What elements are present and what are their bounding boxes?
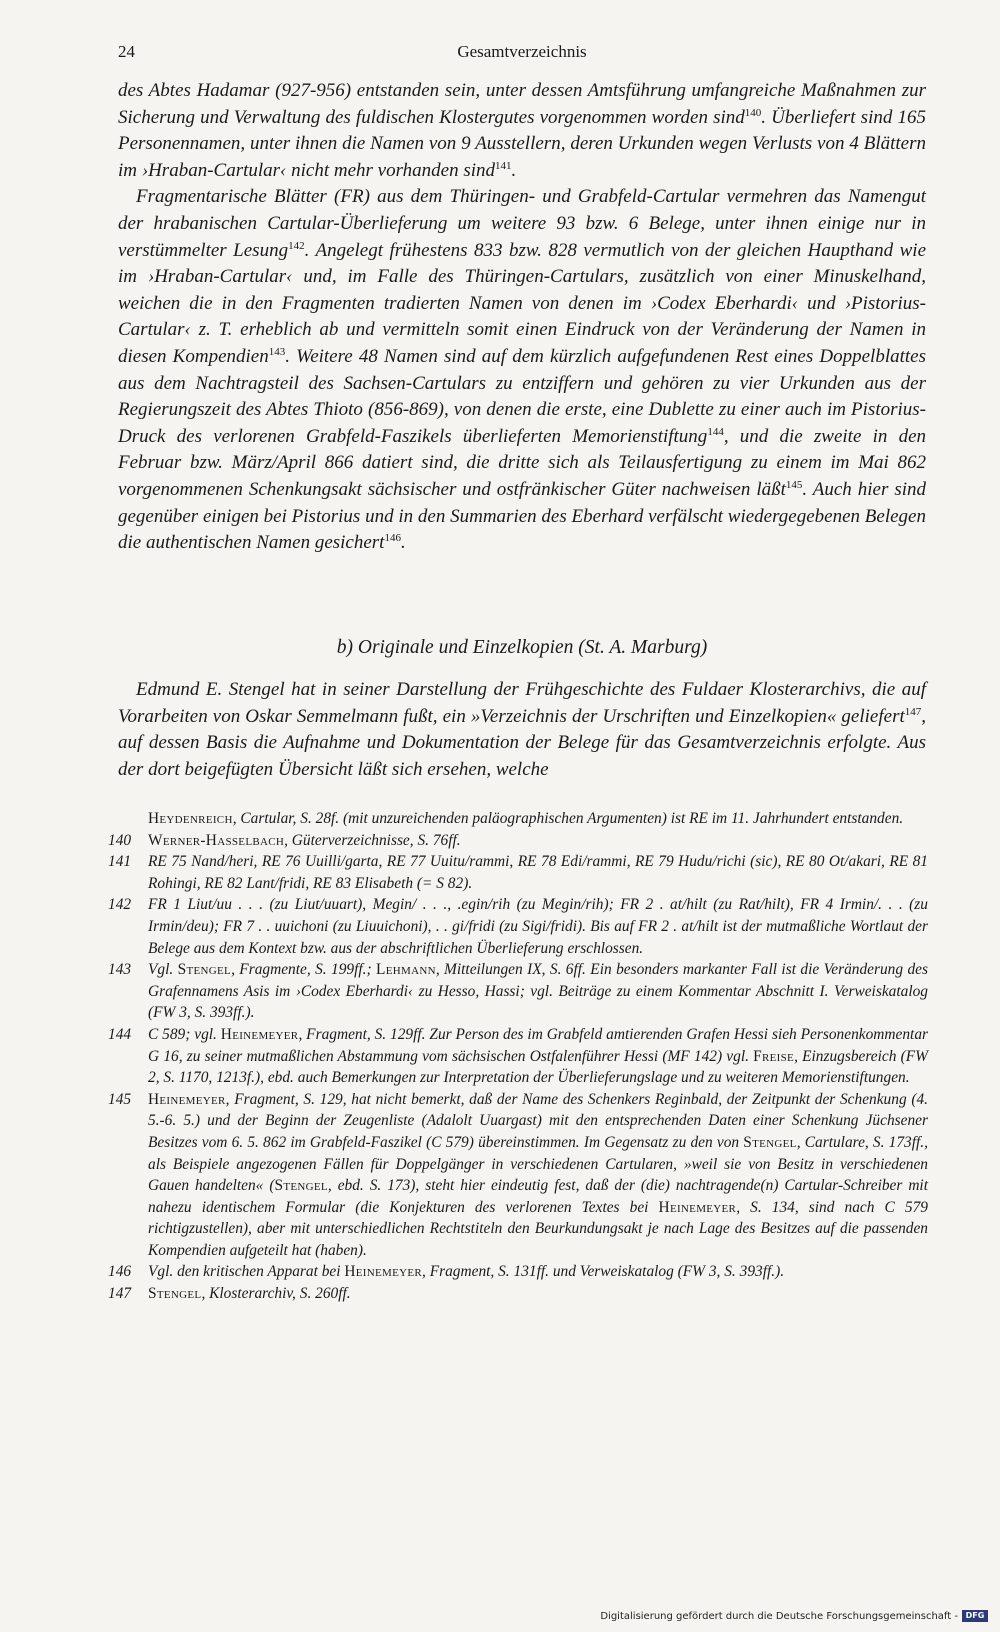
footnote-ref: 142: [288, 239, 305, 252]
running-head: Gesamtverzeichnis: [457, 42, 587, 61]
page-header: [118, 42, 926, 66]
footnote-text: , Cartular, S. 28f. (mit unzureichenden paläographischen Argumenten) ist RE im 11. Jahrhundert entstanden.: [232, 810, 904, 827]
footnotes: [108, 808, 928, 1305]
page-number: 24: [118, 42, 135, 61]
main-text: [118, 78, 926, 557]
paragraph-3: [118, 677, 926, 783]
footnote-ref: 145: [785, 478, 803, 491]
author-name: Heinemeyer: [148, 1090, 226, 1108]
paragraph-text: . Überliefert sind 165 Personennamen, unter ihnen die Namen von 9 Ausstellern, deren Urkunden wegen Verlusts von 4 Blättern im ›Hraban-Cartular‹ nicht mehr vorhanden sind: [118, 106, 926, 181]
footnote-146: [108, 1261, 928, 1283]
footnote-number: 142: [108, 896, 132, 914]
footnote-text: Vgl.: [148, 961, 178, 979]
paragraph-text: Fragmentarische Blätter (FR) aus dem Thüringen- und Grabfeld-Cartular vermehren das Namengut der hrabanischen Cartular-Überlieferung um weitere 93 bzw. 6 Belege, unter ihnen einige nur in verstümmelter Lesung: [118, 186, 926, 261]
footnote-ref: 141: [495, 159, 512, 172]
footnote-text: Vgl. den kritischen Apparat bei: [148, 1263, 345, 1281]
author-name: Lehmann: [376, 961, 436, 979]
footnote-ref: 144: [707, 425, 724, 438]
author-name: Heydenreich: [148, 810, 233, 827]
footnote-text: , Fragment, S. 129ff. Zur Person des im Grabfeld amtierenden Grafen Hessi sieh Personenkommentar G 16, zu seiner mutmaßlichen Abstammung vom sächsischen Ostfalenführer Hessi (MF 142) vgl.: [148, 1025, 929, 1065]
paragraph-2: [118, 184, 926, 556]
footnote-143: [108, 959, 928, 1024]
author-name: Freise: [753, 1047, 795, 1065]
footnote-text: RE 75 Nand/heri, RE 76 Uuilli/garta, RE 77 Uuitu/rammi, RE 78 Edi/rammi, RE 79 Hudu/richi (sic), RE 80 Ot/akari, RE 81 Rohingi, RE 82 Lant/fridi, RE 83 Elisabeth (= S 82).: [148, 853, 928, 892]
footnote-number: 143: [108, 961, 132, 979]
footnote-141: [108, 851, 928, 894]
footnote-text: C 589; vgl.: [148, 1025, 221, 1043]
footnote-text: , Cartulare, S. 173ff., als Beispiele angezogenen Fällen für Doppelgänger in verschiedenen Cartularen, »weil sie von Besitz in verschiedenen Gauen handelten« (: [148, 1133, 928, 1195]
paragraph-text: .: [511, 159, 517, 181]
footnote-text: , Fragment, S. 129, hat nicht bemerkt, daß der Name des Schenkers Reginbald, der Zeitpunkt der Schenkung (4. 5.-6. 5.) und der Beginn der Zeugenliste (Adalolt Uuargast) mit den entsprechenden Daten einer Schenkung Jüchsener Besitzes vom 6. 5. 862 im Grabfeld-Faszikel (C 579) übereinstimmen. Im Gegensatz zu den von: [148, 1090, 928, 1151]
footnote-continuation: [108, 808, 928, 830]
footnote-text: , Güterverzeichnisse, S. 76ff.: [284, 831, 461, 849]
footnote-text: , S. 134, sind nach C 579 richtigzustellen), aber mit unterschiedlichen Rechtstiteln den Beurkundungsakt je nach Lage des Besitzes auf die passenden Kompendien aufgeteilt hat (haben).: [148, 1198, 928, 1259]
footnote-number: 145: [108, 1090, 132, 1108]
author-name: Stengel: [743, 1133, 797, 1151]
footnote-number: 144: [108, 1025, 132, 1043]
footnote-number: 147: [108, 1285, 132, 1303]
paragraph-text: Edmund E. Stengel hat in seiner Darstellung der Frühgeschichte des Fuldaer Klosterarchivs, die auf Vorarbeiten von Oskar Semmelmann fußt, ein »Verzeichnis der Urschriften und Einzelkopien« geliefert: [118, 679, 926, 727]
paragraph-text: . Angelegt frühestens 833 bzw. 828 vermutlich von der gleichen Haupthand wie im ›Hraban-Cartular‹ und, im Falle des Thüringen-Cartulars, zusätzlich von einer Minuskelhand, weichen die in den Fragmenten tradierten Namen von denen im ›Codex Eberhardi‹ und ›Pistorius-Cartular‹ z. T. erheblich ab und vermitteln somit einen Eindruck von der Veränderung der Namen in diesen Kompendien: [118, 239, 927, 367]
footnote-number: 146: [108, 1263, 132, 1281]
footnote-145: [108, 1089, 928, 1262]
paragraph-text: . Weitere 48 Namen sind auf dem kürzlich aufgefundenen Rest eines Doppelblattes aus dem Nachtragsteil des Sachsen-Cartulars zu entziffern und gehören zu vier Urkunden aus der Regierungszeit des Abtes Thioto (856-869), von denen die erste, eine Dublette zu einer auch im Pistorius-Druck des verlorenen Grabfeld-Faszikels überlieferten Memorienstiftung: [118, 345, 926, 447]
footnote-text: , Klosterarchiv, S. 260ff.: [201, 1285, 351, 1303]
paragraph-text: .: [400, 532, 406, 554]
author-name: Heinemeyer: [658, 1198, 737, 1216]
paragraph-text: , auf dessen Basis die Aufnahme und Dokumentation der Belege für das Gesamtverzeichnis erfolgte. Aus der dort beigefügten Übersicht läßt sich ersehen, welche: [118, 705, 926, 780]
footer-text: Digitalisierung gefördert durch die Deutsche Forschungsgemeinschaft -: [600, 1610, 958, 1622]
footnote-ref: 140: [744, 106, 762, 119]
paragraph-text: . Auch hier sind gegenüber einigen bei Pistorius und in den Summarien des Eberhard verfälscht wiedergegebenen Belegen die authentischen Namen gesichert: [118, 478, 926, 554]
author-name: Heinemeyer: [344, 1263, 423, 1281]
author-name: Heinemeyer: [220, 1025, 299, 1043]
paragraph-text: des Abtes Hadamar (927-956) entstanden sein, unter dessen Amtsführung umfangreiche Maßnahmen zur Sicherung und Verwaltung des fuldischen Klostergutes vorgenommen worden sind: [118, 80, 926, 128]
footnote-text: , Fragmente, S. 199ff.;: [231, 961, 377, 979]
section-heading: b) Originale und Einzelkopien (St. A. Marburg): [336, 637, 708, 658]
footnote-text: , Mitteilungen IX, S. 6ff. Ein besonders markanter Fall ist die Veränderung des Grafennamens Asis im ›Codex Eberhardi‹ zu Hesso, Hassi; vgl. Beiträge zu einem Kommentar Abschnitt I. Verweiskatalog (FW 3, S. 393ff.).: [148, 961, 928, 1022]
paragraph-3-text: [118, 677, 926, 783]
footnote-142: [108, 894, 928, 959]
footnote-147: [108, 1283, 928, 1305]
footnote-text: , ebd. S. 173), steht hier eindeutig fest, daß der (die) nachtragende(n) Cartular-Schreiber mit nahezu identischem Formular (die Konjekturen des verlorenen Textes bei: [148, 1177, 928, 1216]
footnote-144: [108, 1024, 928, 1089]
footnote-ref: 146: [384, 532, 401, 545]
author-name: Werner-Hasselbach: [148, 831, 285, 849]
footnote-ref: 147: [904, 705, 922, 718]
footnote-140: [108, 830, 928, 852]
footnote-number: 140: [108, 831, 132, 849]
dfg-logo: DFG: [962, 1610, 988, 1622]
footnote-ref: 143: [268, 345, 286, 358]
author-name: Stengel: [274, 1177, 328, 1195]
footnote-text: , Fragment, S. 131ff. und Verweiskatalog (FW 3, S. 393ff.).: [422, 1263, 785, 1281]
author-name: Stengel: [148, 1285, 202, 1303]
author-name: Stengel: [177, 961, 232, 979]
footnote-text: , Einzugsbereich (FW 2, S. 1170, 1213f.), ebd. auch Bemerkungen zur Interpretation der Überlieferungslage und zu weiteren Memorienstiftungen.: [148, 1047, 928, 1087]
digitization-footer: [600, 1610, 988, 1622]
paragraph-text: , und die zweite in den Februar bzw. März/April 866 datiert sind, die dritte sich als Teilausfertigung zu einem im Mai 862 vorgenommenen Schenkungsakt sächsischer und ostfränkischer Güter nachweisen läßt: [118, 425, 927, 500]
footnote-text: FR 1 Liut/uu . . . (zu Liut/uuart), Megin/ . . ., .egin/rih (zu Megin/rih); FR 2 . at/hilt (zu Rat/hilt), FR 4 Irmin/. . . (zu Irmin/deu); FR 7 . . uuichoni (zu Liuuichoni), . . gi/fridi (zu Sigi/fridi). Bis auf FR 2 . at/hilt ist der mutmaßliche Wortlaut der Belege aus dem Kontext bzw. aus der abschriftlichen Überlieferung erschlossen.: [148, 896, 928, 957]
paragraph-1: [118, 78, 926, 184]
footnote-number: 141: [108, 853, 132, 871]
